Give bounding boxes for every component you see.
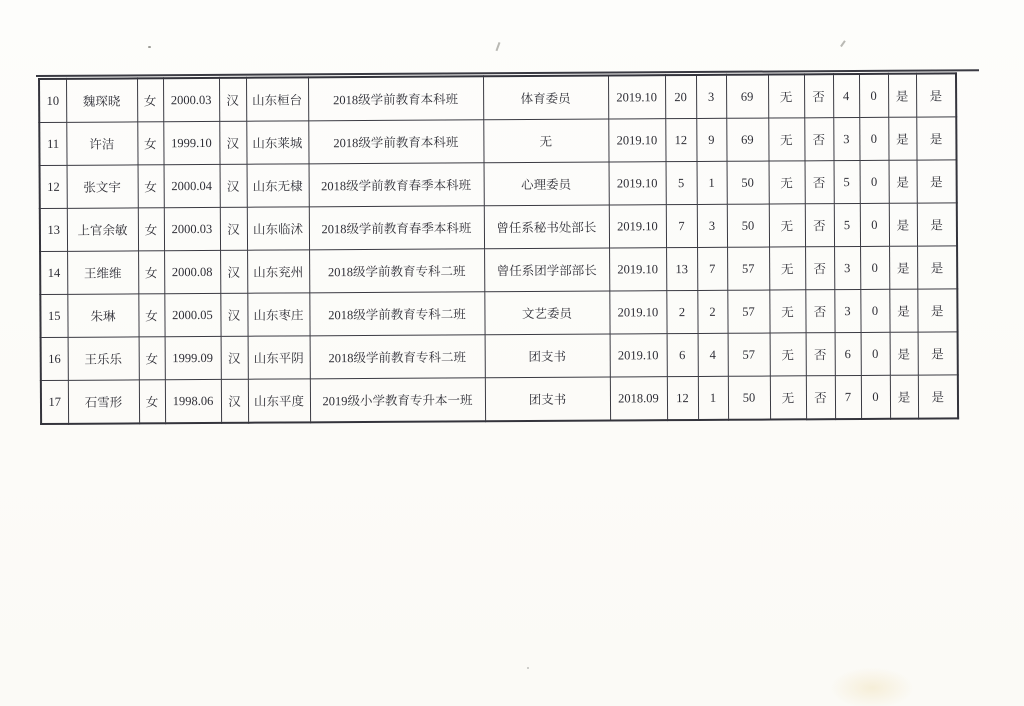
cell-count-4: 5 — [834, 160, 860, 203]
cell-count-5: 0 — [859, 74, 888, 118]
cell-native-place: 山东莱城 — [246, 121, 308, 164]
cell-flag-yes-1: 是 — [889, 246, 917, 289]
cell-class: 2018级学前教育专科二班 — [309, 249, 484, 293]
cell-birth-date: 2000.08 — [164, 250, 220, 293]
cell-flag-yes-1: 是 — [889, 289, 917, 332]
cell-flag-yes-2: 是 — [918, 375, 958, 419]
cell-date: 2019.10 — [610, 334, 667, 377]
cell-count-4: 7 — [835, 375, 861, 419]
cell-penalty: 无 — [770, 333, 806, 376]
cell-penalty: 无 — [768, 74, 804, 118]
cell-gender: 女 — [138, 208, 164, 251]
table-row — [40, 203, 957, 252]
cell-flag-yes-2: 是 — [916, 117, 956, 160]
table-row — [39, 117, 956, 166]
cell-birth-date: 1998.06 — [165, 379, 221, 423]
cell-native-place: 山东桓台 — [246, 77, 308, 121]
cell-flag-no: 否 — [805, 290, 834, 333]
cell-count-3: 57 — [727, 247, 769, 290]
cell-name: 石雪形 — [68, 380, 139, 424]
cell-birth-date: 2000.05 — [164, 293, 220, 336]
cell-birth-date: 1999.10 — [163, 121, 219, 164]
cell-count-1: 13 — [666, 247, 697, 290]
cell-count-3: 57 — [727, 290, 769, 333]
cell-name: 魏琛晓 — [66, 78, 137, 122]
cell-native-place: 山东平阴 — [248, 336, 310, 379]
cell-date: 2019.10 — [609, 162, 666, 205]
scan-scratch — [496, 42, 500, 51]
cell-flag-no: 否 — [806, 376, 835, 420]
cell-count-2: 3 — [697, 204, 727, 247]
cell-date: 2018.09 — [610, 377, 667, 421]
cell-class: 2019级小学教育专升本一班 — [310, 378, 485, 423]
cell-class: 2018级学前教育专科二班 — [310, 335, 485, 379]
table-row — [39, 73, 956, 122]
cell-count-5: 0 — [860, 289, 889, 332]
cell-native-place: 山东无棣 — [247, 164, 309, 207]
cell-count-2: 3 — [696, 75, 726, 119]
cell-native-place: 山东兖州 — [247, 250, 309, 293]
cell-name: 上官余敏 — [67, 208, 138, 251]
cell-count-4: 5 — [834, 203, 860, 246]
cell-count-2: 1 — [698, 376, 728, 420]
cell-count-5: 0 — [859, 117, 888, 160]
cell-penalty: 无 — [769, 247, 805, 290]
cell-count-2: 4 — [698, 333, 728, 376]
cell-flag-yes-1: 是 — [890, 375, 918, 419]
cell-count-3: 50 — [728, 376, 770, 420]
cell-serial-no: 12 — [40, 165, 67, 208]
cell-position: 心理委员 — [484, 162, 609, 206]
cell-ethnicity: 汉 — [221, 336, 248, 379]
cell-name: 王乐乐 — [68, 337, 139, 380]
cell-date: 2019.10 — [609, 205, 666, 248]
cell-flag-yes-1: 是 — [888, 117, 916, 160]
cell-count-1: 5 — [666, 161, 697, 204]
cell-serial-no: 11 — [39, 122, 66, 165]
cell-count-4: 3 — [834, 289, 860, 332]
cell-count-1: 12 — [667, 376, 698, 420]
cell-class: 2018级学前教育专科二班 — [309, 292, 484, 336]
cell-serial-no: 10 — [39, 79, 66, 123]
cell-count-5: 0 — [861, 375, 890, 419]
student-roster-table — [38, 72, 959, 425]
cell-birth-date: 2000.03 — [163, 78, 219, 122]
cell-position: 团支书 — [485, 334, 610, 378]
cell-gender: 女 — [138, 294, 164, 337]
cell-name: 许洁 — [66, 122, 137, 165]
cell-flag-no: 否 — [806, 333, 835, 376]
cell-ethnicity: 汉 — [220, 207, 247, 250]
cell-count-5: 0 — [860, 203, 889, 246]
cell-date: 2019.10 — [608, 119, 665, 162]
cell-flag-yes-1: 是 — [890, 332, 918, 375]
cell-flag-yes-2: 是 — [918, 332, 958, 375]
cell-flag-no: 否 — [804, 74, 833, 118]
cell-date: 2019.10 — [609, 248, 666, 291]
cell-flag-yes-2: 是 — [917, 289, 957, 332]
cell-flag-yes-2: 是 — [916, 73, 956, 117]
cell-serial-no: 13 — [40, 208, 67, 251]
cell-date: 2019.10 — [608, 75, 665, 119]
scan-speck — [148, 46, 151, 48]
scan-scratch — [840, 40, 845, 47]
cell-ethnicity: 汉 — [220, 250, 247, 293]
cell-count-2: 1 — [697, 161, 727, 204]
cell-class: 2018级学前教育春季本科班 — [309, 163, 484, 207]
cell-native-place: 山东枣庄 — [247, 293, 309, 336]
cell-penalty: 无 — [769, 161, 805, 204]
cell-count-5: 0 — [861, 332, 890, 375]
cell-serial-no: 17 — [41, 380, 68, 424]
cell-flag-no: 否 — [805, 161, 834, 204]
cell-count-3: 69 — [726, 118, 768, 161]
cell-gender: 女 — [138, 165, 164, 208]
cell-gender: 女 — [139, 337, 165, 380]
cell-position: 文艺委员 — [484, 291, 609, 335]
cell-flag-no: 否 — [804, 118, 833, 161]
cell-count-2: 7 — [697, 247, 727, 290]
cell-serial-no: 15 — [40, 294, 67, 337]
cell-gender: 女 — [137, 122, 163, 165]
cell-flag-yes-1: 是 — [889, 160, 917, 203]
cell-count-4: 3 — [834, 246, 860, 289]
cell-gender: 女 — [137, 78, 163, 122]
table-row — [41, 375, 958, 424]
cell-position: 曾任系秘书处部长 — [484, 205, 609, 249]
cell-flag-yes-1: 是 — [888, 74, 916, 118]
cell-serial-no: 14 — [40, 251, 67, 294]
cell-penalty: 无 — [768, 118, 804, 161]
cell-count-2: 2 — [697, 290, 727, 333]
cell-count-1: 7 — [666, 204, 697, 247]
cell-count-3: 57 — [728, 333, 770, 376]
scan-speck — [527, 667, 529, 669]
cell-count-1: 6 — [667, 333, 698, 376]
cell-birth-date: 1999.09 — [165, 336, 221, 379]
table-row — [40, 289, 957, 338]
cell-ethnicity: 汉 — [220, 164, 247, 207]
cell-ethnicity: 汉 — [219, 121, 246, 164]
cell-flag-no: 否 — [805, 247, 834, 290]
cell-count-2: 9 — [696, 118, 726, 161]
cell-count-3: 50 — [727, 204, 769, 247]
cell-flag-yes-2: 是 — [917, 160, 957, 203]
cell-name: 张文宇 — [67, 165, 138, 208]
cell-penalty: 无 — [769, 290, 805, 333]
cell-ethnicity: 汉 — [219, 78, 246, 122]
cell-count-1: 12 — [665, 118, 696, 161]
cell-position: 团支书 — [485, 377, 610, 421]
roster-body — [39, 73, 958, 424]
cell-name: 王维维 — [67, 251, 138, 294]
cell-count-4: 3 — [833, 117, 859, 160]
table-row — [40, 246, 957, 295]
cell-class: 2018级学前教育本科班 — [308, 76, 483, 121]
cell-count-4: 6 — [835, 332, 861, 375]
cell-serial-no: 16 — [41, 337, 68, 380]
cell-position: 体育委员 — [483, 76, 608, 120]
cell-count-4: 4 — [833, 74, 859, 118]
cell-ethnicity: 汉 — [220, 293, 247, 336]
cell-flag-no: 否 — [805, 204, 834, 247]
cell-penalty: 无 — [770, 376, 806, 420]
cell-count-1: 20 — [665, 75, 696, 119]
cell-date: 2019.10 — [609, 291, 666, 334]
cell-native-place: 山东临沭 — [247, 207, 309, 250]
cell-count-3: 69 — [726, 75, 768, 119]
cell-native-place: 山东平度 — [248, 379, 310, 423]
cell-flag-yes-2: 是 — [917, 203, 957, 246]
cell-ethnicity: 汉 — [221, 379, 248, 423]
cell-count-1: 2 — [666, 290, 697, 333]
cell-count-5: 0 — [860, 160, 889, 203]
cell-penalty: 无 — [769, 204, 805, 247]
table-row — [40, 160, 957, 209]
cell-flag-yes-1: 是 — [889, 203, 917, 246]
cell-flag-yes-2: 是 — [917, 246, 957, 289]
cell-class: 2018级学前教育春季本科班 — [309, 206, 484, 250]
cell-class: 2018级学前教育本科班 — [308, 120, 483, 164]
cell-position: 曾任系团学部部长 — [484, 248, 609, 292]
cell-position: 无 — [483, 119, 608, 163]
cell-gender: 女 — [138, 251, 164, 294]
cell-name: 朱琳 — [67, 294, 138, 337]
cell-count-5: 0 — [860, 246, 889, 289]
cell-gender: 女 — [139, 380, 165, 424]
cell-count-3: 50 — [727, 161, 769, 204]
table-row — [41, 332, 958, 381]
cell-birth-date: 2000.03 — [164, 207, 220, 250]
cell-birth-date: 2000.04 — [164, 164, 220, 207]
